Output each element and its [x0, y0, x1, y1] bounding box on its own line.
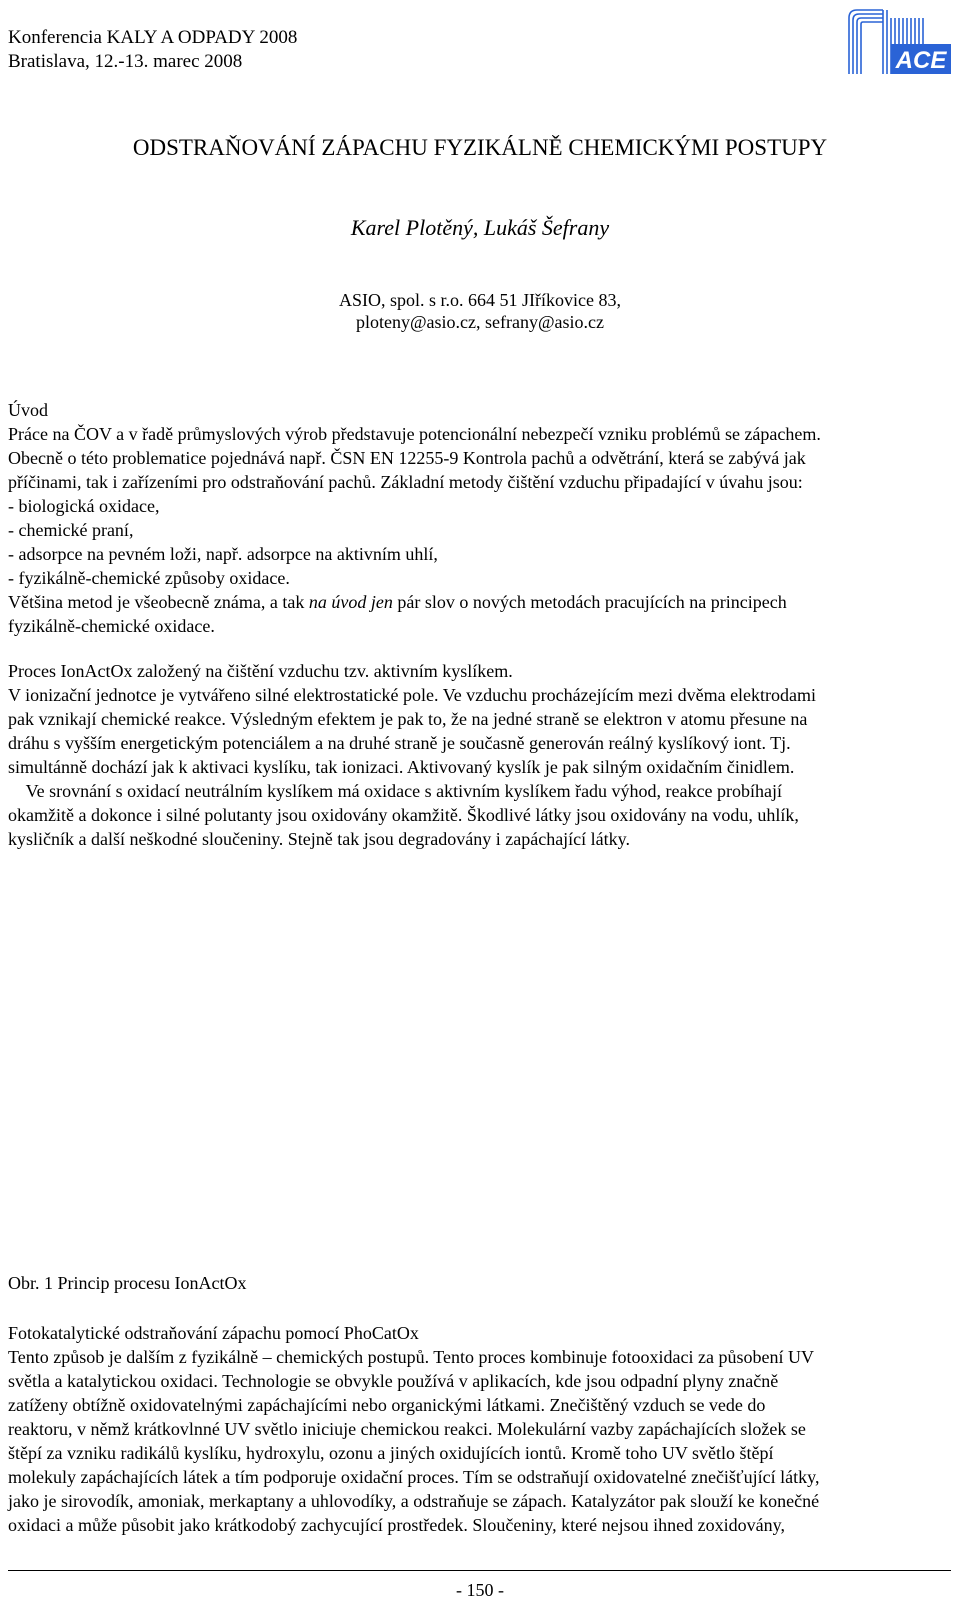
ionactox-line: kysličník a další neškodné sloučeniny. Stejně tak jsou degradovány i zapáchající látky.	[8, 829, 630, 849]
phocatox-line: jako je sirovodík, amoniak, merkaptany a uhlovodíky, a odstraňuje se zápach. Katalyzátor pak slouží ke konečné	[8, 1491, 820, 1511]
phocatox-line: zatíženy obtížně oxidovatelnými zapáchajícími nebo organickými látkami. Znečištěný vzduch se vede do	[8, 1395, 766, 1415]
phocatox-section	[8, 1321, 948, 1537]
intro-list-item: - chemické praní,	[8, 520, 134, 540]
ionactox-line: V ionizační jednotce je vytvářeno silné elektrostatické pole. Ve vzduchu procházejícím mezi dvěma elektrodami	[8, 685, 817, 705]
conference-header	[8, 26, 297, 74]
page-number: - 150 -	[456, 1580, 504, 1600]
figure-caption: Obr. 1 Princip procesu IonActOx	[8, 1273, 247, 1293]
ionactox-section	[8, 659, 948, 851]
intro-line: Obecně o této problematice pojednává např. ČSN EN 12255-9 Kontrola pachů a odvětrání, která se zabývá jak	[8, 448, 806, 468]
conference-name: Konferencia KALY A ODPADY 2008	[8, 27, 298, 48]
ionactox-line: dráhu s vyšším energetickým potenciálem a na druhé straně je současně generován reálný kyslíkový iont. Tj.	[8, 733, 791, 753]
intro-line: Práce na ČOV a v řadě průmyslových výrob představuje potencionální nebezpečí vzniku problémů se zápachem.	[8, 424, 821, 444]
ionactox-line: pak vznikají chemické reakce. Výsledným efektem je pak to, že na jedné straně se elektron v atomu přesune na	[8, 709, 808, 729]
ionactox-heading: Proces IonActOx založený na čištění vzduchu tzv. aktivním kyslíkem.	[8, 661, 513, 681]
ace-logo	[843, 8, 953, 76]
authors: Karel Plotěný, Lukáš Šefrany	[350, 215, 610, 240]
intro-list-item: - fyzikálně-chemické způsoby oxidace.	[8, 568, 290, 588]
intro-heading: Úvod	[8, 400, 48, 420]
intro-summary-line	[8, 590, 948, 614]
page-title: ODSTRAŇOVÁNÍ ZÁPACHU FYZIKÁLNĚ CHEMICKÝMI POSTUPY	[132, 135, 828, 160]
ionactox-line: Ve srovnání s oxidací neutrálním kyslíkem má oxidace s aktivním kyslíkem řadu výhod, reakce probíhají	[8, 781, 782, 801]
ionactox-line: simultánně dochází jak k aktivaci kyslíku, tak ionizaci. Aktivovaný kyslík je pak silným oxidačním činidlem.	[8, 757, 795, 777]
intro-list-item: - biologická oxidace,	[8, 496, 160, 516]
affiliation	[0, 289, 960, 333]
phocatox-line: Tento způsob je dalším z fyzikálně – chemických postupů. Tento proces kombinuje fotooxidaci za působení UV	[8, 1347, 814, 1367]
logo-text: ACE	[895, 47, 947, 74]
intro-list-item: - adsorpce na pevném loži, např. adsorpce na aktivním uhlí,	[8, 544, 438, 564]
summary-italic-text: na úvod jen	[308, 592, 393, 612]
phocatox-line: světla a katalytickou oxidaci. Technologie se obvykle používá v aplikacích, kde jsou odpadní plyny značně	[8, 1371, 779, 1391]
footer-divider	[8, 1570, 951, 1571]
affiliation-address: ASIO, spol. s r.o. 664 51 JIříkovice 83,	[339, 290, 621, 310]
phocatox-line: molekuly zapáchajících látek a tím podporuje oxidační proces. Tím se odstraňují oxidovatelné znečišťující látky,	[8, 1467, 820, 1487]
phocatox-line: štěpí za vzniku radikálů kyslíku, hydroxylu, ozonu a jiných oxidujících iontů. Kromě toho UV světlo štěpí	[8, 1443, 774, 1463]
intro-summary-line: fyzikálně-chemické oxidace.	[8, 616, 215, 636]
summary-text: Většina metod je všeobecně známa, a tak	[8, 592, 309, 612]
summary-text: pár slov o nových metodách pracujících na principech	[392, 592, 787, 612]
phocatox-line: reaktoru, v němž krátkovlnné UV světlo iniciuje chemickou reakci. Molekulární vazby zapáchajících složek se	[8, 1419, 806, 1439]
intro-section	[8, 398, 948, 638]
conference-place-date: Bratislava, 12.-13. marec 2008	[8, 51, 243, 72]
intro-line: příčinami, tak i zařízeními pro odstraňování pachů. Základní metody čištění vzduchu připadající v úvahu jsou:	[8, 472, 803, 492]
phocatox-heading: Fotokatalytické odstraňování zápachu pomocí PhoCatOx	[8, 1323, 419, 1343]
ionactox-line: okamžitě a dokonce i silné polutanty jsou oxidovány okamžitě. Škodlivé látky jsou oxidovány na vodu, uhlík,	[8, 805, 799, 825]
phocatox-line: oxidaci a může působit jako krátkodobý zachycující prostředek. Sloučeniny, které nejsou ihned zoxidovány,	[8, 1515, 785, 1535]
affiliation-emails: ploteny@asio.cz, sefrany@asio.cz	[355, 312, 605, 332]
